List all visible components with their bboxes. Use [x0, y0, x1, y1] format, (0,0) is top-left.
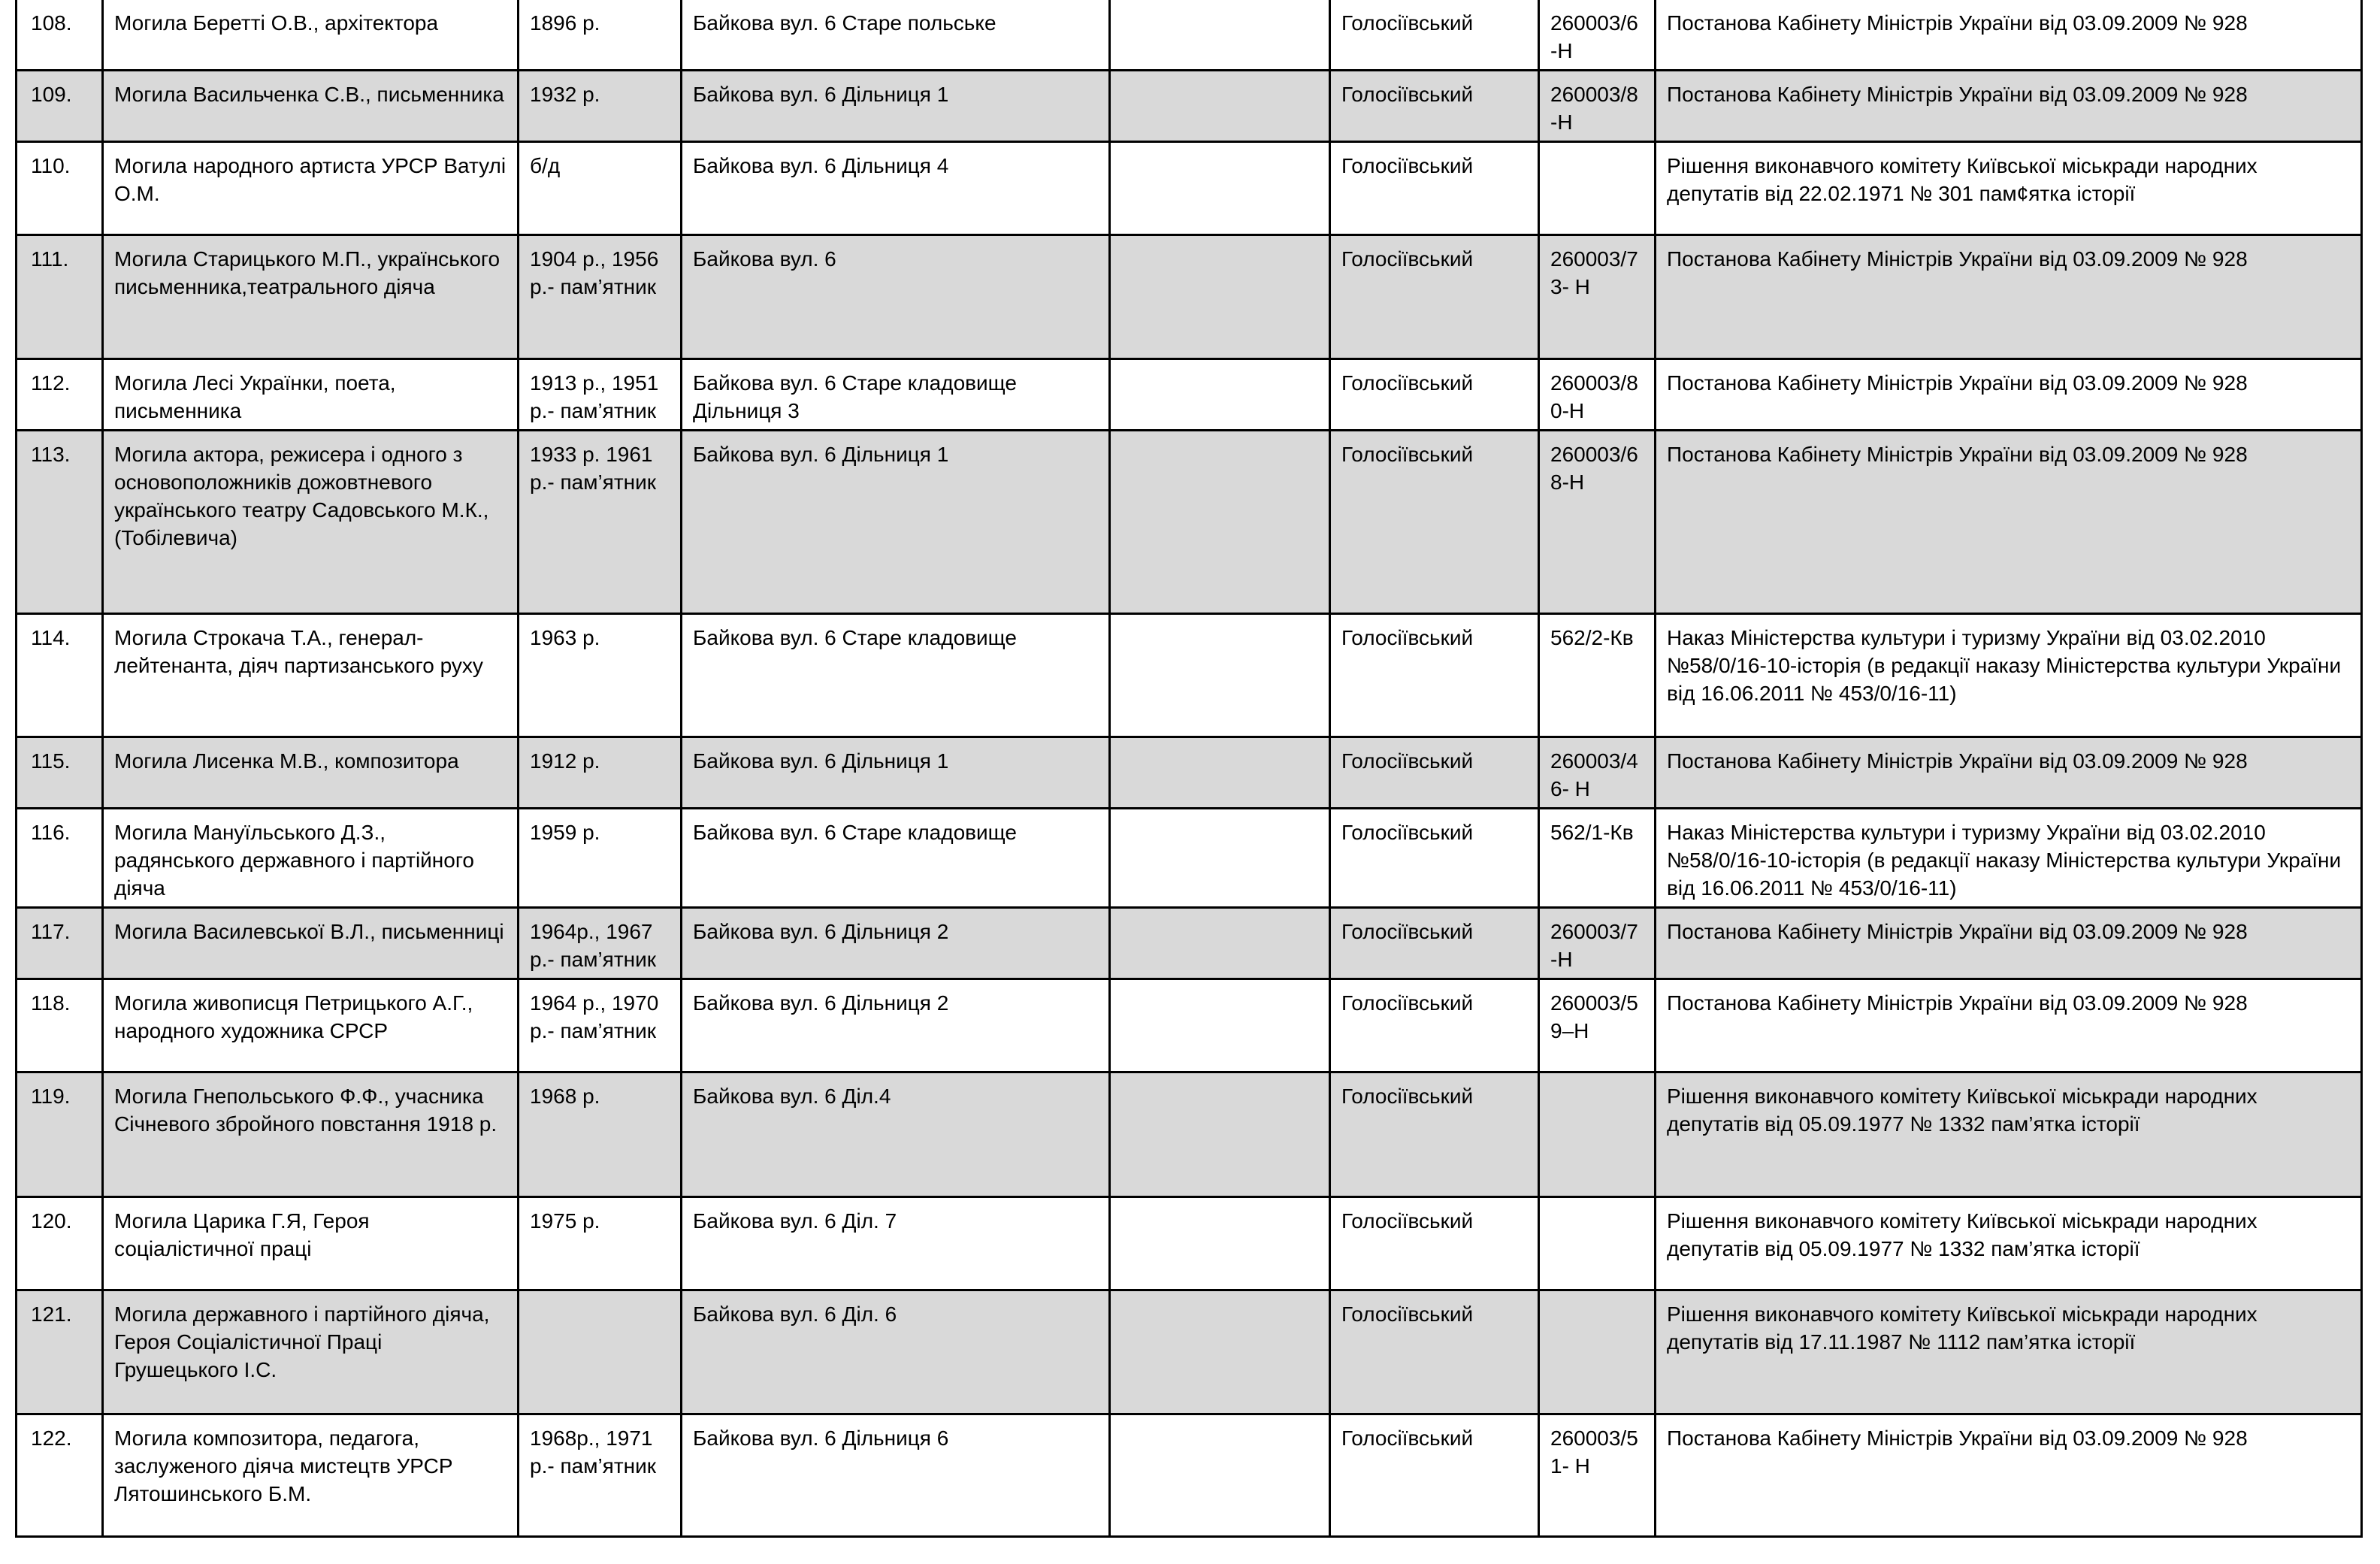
empty-cell-cell — [1110, 142, 1330, 235]
row-number-cell: 116. — [17, 809, 103, 908]
protection-number-part: 260003/4 — [1550, 749, 1638, 773]
protection-number-cell — [1539, 614, 1656, 737]
row-number-cell: 110. — [17, 142, 103, 235]
table-row — [17, 737, 2362, 809]
table-row — [17, 235, 2362, 359]
district-name-cell: Голосіївський — [1330, 1197, 1539, 1290]
protection-number-cell — [1539, 359, 1656, 431]
monument-address-cell: Байкова вул. 6 Старе кладовище — [682, 614, 1110, 737]
protection-number-cell — [1539, 908, 1656, 979]
monument-address-cell: Байкова вул. 6 Дільниця 1 — [682, 71, 1110, 142]
monument-address-cell: Байкова вул. 6 Старе кладовище Дільниця 3 — [682, 359, 1110, 431]
monument-date-cell: 1959 р. — [519, 809, 682, 908]
protection-number-part: -Н — [1550, 110, 1573, 134]
monument-name-cell: Могила Гнепольського Ф.Ф., учасника Січневого збройного повстання 1918 р. — [103, 1072, 519, 1197]
protection-number-part: 562/1-Кв — [1550, 821, 1634, 844]
protection-number-part: 260003/6 — [1550, 443, 1638, 466]
protection-number-cell — [1539, 1414, 1656, 1537]
legal-document-cell: Рішення виконавчого комітету Київської міськради народних депутатів від 22.02.1971 № 301 пам¢ятка історії — [1656, 142, 2362, 235]
table-row — [17, 0, 2362, 71]
monument-name-cell: Могила Царика Г.Я, Героя соціалістичної праці — [103, 1197, 519, 1290]
table-row — [17, 908, 2362, 979]
protection-number-part: 1- Н — [1550, 1454, 1590, 1478]
district-name-cell: Голосіївський — [1330, 1290, 1539, 1414]
row-number-cell: 109. — [17, 71, 103, 142]
protection-number-cell — [1539, 235, 1656, 359]
protection-number-part: 260003/5 — [1550, 991, 1638, 1015]
protection-number-cell — [1539, 737, 1656, 809]
monument-address-cell: Байкова вул. 6 Діл. 7 — [682, 1197, 1110, 1290]
monument-address-cell: Байкова вул. 6 Діл. 6 — [682, 1290, 1110, 1414]
table-row — [17, 431, 2362, 614]
empty-cell-cell — [1110, 614, 1330, 737]
monument-name-cell: Могила Строкача Т.А., генерал-лейтенанта, діяч партизанського руху — [103, 614, 519, 737]
legal-document-cell: Постанова Кабінету Міністрів України від 03.09.2009 № 928 — [1656, 71, 2362, 142]
monument-date-cell: 1904 р., 1956 р.- пам’ятник — [519, 235, 682, 359]
protection-number-part: 9–Н — [1550, 1019, 1589, 1042]
legal-document-cell: Постанова Кабінету Міністрів України від 03.09.2009 № 928 — [1656, 979, 2362, 1072]
row-number-cell: 121. — [17, 1290, 103, 1414]
district-name-cell: Голосіївський — [1330, 979, 1539, 1072]
monument-name-cell: Могила Лесі Українки, поета, письменника — [103, 359, 519, 431]
protection-number-cell — [1539, 979, 1656, 1072]
table-row — [17, 1197, 2362, 1290]
row-number-cell: 119. — [17, 1072, 103, 1197]
empty-cell-cell — [1110, 0, 1330, 71]
monument-name-cell: Могила живописця Петрицького А.Г., народного художника СРСР — [103, 979, 519, 1072]
empty-cell-cell — [1110, 71, 1330, 142]
monument-address-cell: Байкова вул. 6 Діл.4 — [682, 1072, 1110, 1197]
monument-name-cell: Могила державного і партійного діяча, Героя Соціалістичної Праці Грушецького І.С. — [103, 1290, 519, 1414]
legal-document-cell: Постанова Кабінету Міністрів України від 03.09.2009 № 928 — [1656, 0, 2362, 71]
row-number-cell: 114. — [17, 614, 103, 737]
monument-name-cell: Могила Мануїльського Д.З., радянського державного і партійного діяча — [103, 809, 519, 908]
row-number-cell: 111. — [17, 235, 103, 359]
district-name-cell: Голосіївський — [1330, 1414, 1539, 1537]
district-name-cell: Голосіївський — [1330, 235, 1539, 359]
table-row — [17, 809, 2362, 908]
monument-date-cell: 1968 р. — [519, 1072, 682, 1197]
district-name-cell: Голосіївський — [1330, 737, 1539, 809]
legal-document-cell: Постанова Кабінету Міністрів України від 03.09.2009 № 928 — [1656, 431, 2362, 614]
row-number-cell: 117. — [17, 908, 103, 979]
monument-address-cell: Байкова вул. 6 Дільниця 1 — [682, 737, 1110, 809]
protection-number-cell — [1539, 71, 1656, 142]
table-row — [17, 1072, 2362, 1197]
protection-number-cell — [1539, 1072, 1656, 1197]
monument-name-cell: Могила Василевської В.Л., письменниці — [103, 908, 519, 979]
monument-name-cell: Могила Беретті О.В., архітектора — [103, 0, 519, 71]
row-number-cell: 120. — [17, 1197, 103, 1290]
protection-number-part: 260003/8 — [1550, 371, 1638, 395]
protection-number-part: 260003/8 — [1550, 83, 1638, 106]
district-name-cell: Голосіївський — [1330, 809, 1539, 908]
protection-number-cell — [1539, 142, 1656, 235]
protection-number-cell — [1539, 809, 1656, 908]
monuments-table — [15, 0, 2363, 1538]
legal-document-cell: Рішення виконавчого комітету Київської міськради народних депутатів від 05.09.1977 № 1332 пам’ятка історії — [1656, 1072, 2362, 1197]
table-row — [17, 71, 2362, 142]
empty-cell-cell — [1110, 908, 1330, 979]
protection-number-part: 260003/7 — [1550, 920, 1638, 943]
row-number-cell: 122. — [17, 1414, 103, 1537]
table-row — [17, 142, 2362, 235]
legal-document-cell: Постанова Кабінету Міністрів України від 03.09.2009 № 928 — [1656, 235, 2362, 359]
monument-date-cell: 1912 р. — [519, 737, 682, 809]
legal-document-cell: Постанова Кабінету Міністрів України від 03.09.2009 № 928 — [1656, 908, 2362, 979]
protection-number-part: -Н — [1550, 39, 1573, 62]
empty-cell-cell — [1110, 235, 1330, 359]
table-body — [17, 0, 2362, 1537]
empty-cell-cell — [1110, 431, 1330, 614]
district-name-cell: Голосіївський — [1330, 1072, 1539, 1197]
monument-address-cell: Байкова вул. 6 Старе кладовище — [682, 809, 1110, 908]
monument-name-cell: Могила Васильченка С.В., письменника — [103, 71, 519, 142]
empty-cell-cell — [1110, 979, 1330, 1072]
district-name-cell: Голосіївський — [1330, 431, 1539, 614]
table-row — [17, 359, 2362, 431]
monument-name-cell: Могила народного артиста УРСР Ватулі О.М. — [103, 142, 519, 235]
protection-number-part: 0-Н — [1550, 399, 1585, 422]
row-number-cell: 118. — [17, 979, 103, 1072]
district-name-cell: Голосіївський — [1330, 614, 1539, 737]
legal-document-cell: Постанова Кабінету Міністрів України від 03.09.2009 № 928 — [1656, 359, 2362, 431]
district-name-cell: Голосіївський — [1330, 71, 1539, 142]
protection-number-part: 6- Н — [1550, 777, 1590, 800]
row-number-cell: 108. — [17, 0, 103, 71]
legal-document-cell: Наказ Міністерства культури і туризму України від 03.02.2010 №58/0/16-10-історія (в редакції наказу Міністерства культури України від 16.06.2011 № 453/0/16-11) — [1656, 809, 2362, 908]
legal-document-cell: Постанова Кабінету Міністрів України від 03.09.2009 № 928 — [1656, 737, 2362, 809]
monument-date-cell: 1933 р. 1961 р.- пам’ятник — [519, 431, 682, 614]
empty-cell-cell — [1110, 1197, 1330, 1290]
legal-document-cell: Наказ Міністерства культури і туризму України від 03.02.2010 №58/0/16-10-історія (в редакції наказу Міністерства культури України від 16.06.2011 № 453/0/16-11) — [1656, 614, 2362, 737]
empty-cell-cell — [1110, 359, 1330, 431]
monument-address-cell: Байкова вул. 6 Дільниця 2 — [682, 979, 1110, 1072]
protection-number-part: -Н — [1550, 948, 1573, 971]
table-row — [17, 1414, 2362, 1537]
empty-cell-cell — [1110, 809, 1330, 908]
monument-address-cell: Байкова вул. 6 Дільниця 6 — [682, 1414, 1110, 1537]
monument-date-cell: 1896 р. — [519, 0, 682, 71]
table-row — [17, 614, 2362, 737]
row-number-cell: 112. — [17, 359, 103, 431]
empty-cell-cell — [1110, 1072, 1330, 1197]
protection-number-part: 260003/5 — [1550, 1426, 1638, 1450]
district-name-cell: Голосіївський — [1330, 359, 1539, 431]
legal-document-cell: Рішення виконавчого комітету Київської міськради народних депутатів від 05.09.1977 № 1332 пам’ятка історії — [1656, 1197, 2362, 1290]
monument-address-cell: Байкова вул. 6 Дільниця 2 — [682, 908, 1110, 979]
empty-cell-cell — [1110, 737, 1330, 809]
district-name-cell: Голосіївський — [1330, 142, 1539, 235]
protection-number-cell — [1539, 1290, 1656, 1414]
table-row — [17, 1290, 2362, 1414]
monument-address-cell: Байкова вул. 6 Старе польське — [682, 0, 1110, 71]
protection-number-part: 260003/7 — [1550, 247, 1638, 271]
monument-date-cell: 1975 р. — [519, 1197, 682, 1290]
monument-date-cell: 1963 р. — [519, 614, 682, 737]
row-number-cell: 113. — [17, 431, 103, 614]
monument-address-cell: Байкова вул. 6 Дільниця 4 — [682, 142, 1110, 235]
protection-number-part: 3- Н — [1550, 275, 1590, 298]
monument-date-cell: 1968р., 1971 р.- пам’ятник — [519, 1414, 682, 1537]
monument-name-cell: Могила Лисенка М.В., композитора — [103, 737, 519, 809]
monument-date-cell — [519, 1290, 682, 1414]
empty-cell-cell — [1110, 1414, 1330, 1537]
empty-cell-cell — [1110, 1290, 1330, 1414]
monument-name-cell: Могила композитора, педагога, заслуженого діяча мистецтв УРСР Лятошинського Б.М. — [103, 1414, 519, 1537]
protection-number-cell — [1539, 0, 1656, 71]
table-row — [17, 979, 2362, 1072]
protection-number-cell — [1539, 431, 1656, 614]
monument-date-cell: 1964 р., 1970 р.- пам’ятник — [519, 979, 682, 1072]
monument-address-cell: Байкова вул. 6 Дільниця 1 — [682, 431, 1110, 614]
monument-name-cell: Могила актора, режисера і одного з основоположників дожовтневого українського театру Садовського М.К., (Тобілевича) — [103, 431, 519, 614]
protection-number-part: 260003/6 — [1550, 11, 1638, 35]
monument-date-cell: 1932 р. — [519, 71, 682, 142]
monument-name-cell: Могила Старицького М.П., українського письменника,театрального діяча — [103, 235, 519, 359]
monument-date-cell: 1964р., 1967 р.- пам’ятник — [519, 908, 682, 979]
monument-date-cell: б/д — [519, 142, 682, 235]
legal-document-cell: Рішення виконавчого комітету Київської міськради народних депутатів від 17.11.1987 № 1112 пам’ятка історії — [1656, 1290, 2362, 1414]
protection-number-cell — [1539, 1197, 1656, 1290]
district-name-cell: Голосіївський — [1330, 908, 1539, 979]
district-name-cell: Голосіївський — [1330, 0, 1539, 71]
monument-address-cell: Байкова вул. 6 — [682, 235, 1110, 359]
legal-document-cell: Постанова Кабінету Міністрів України від 03.09.2009 № 928 — [1656, 1414, 2362, 1537]
monument-date-cell: 1913 р., 1951 р.- пам’ятник — [519, 359, 682, 431]
row-number-cell: 115. — [17, 737, 103, 809]
protection-number-part: 8-Н — [1550, 470, 1585, 494]
protection-number-part: 562/2-Кв — [1550, 626, 1634, 649]
